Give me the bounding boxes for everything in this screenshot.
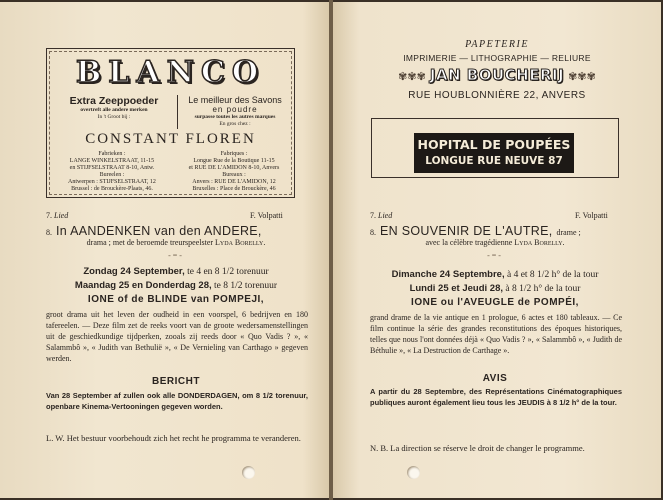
papeterie-header: PAPETERIE <box>465 39 529 50</box>
film-subtitle: avec la célèbre tragédienne Lyda Borelly. <box>425 238 565 247</box>
ad-column-divider <box>177 95 178 129</box>
film-title: EN SOUVENIR DE L'AUTRE, <box>380 224 553 238</box>
dealer-name: CONSTANT FLOREN <box>85 131 256 147</box>
item-7-composer: F. Volpatti <box>575 211 608 220</box>
right-page <box>333 2 661 498</box>
film-subtitle: drama ; met de beroemde treurspeelster Lyda Borelly. <box>86 238 266 247</box>
feature-title: IONE of de BLINDE van POMPEJI, <box>87 294 265 305</box>
brand-logo: BLANCO <box>75 55 266 90</box>
doll-hospital-advertisement <box>371 118 619 178</box>
punch-hole <box>242 466 255 479</box>
feature-title: IONE ou l'AVEUGLE de POMPÉI, <box>411 297 579 308</box>
feature-description: groot drama uit het leven der oudheid in een voorspel, 6 bedrijven en 180 tafereelen. — Deze film zet de reeks voort van de groote wedersamenstellingen uit de geschiedkundige tijdperken, zooals zij reeds door « Quo Vadis ? », « Salammbô », « Judith van Bethulië », « De Vernieling van Carthago » gegeven werden. <box>46 310 308 363</box>
hospital-line-2: LONGUE RUE NEUVE 87 <box>425 155 563 167</box>
punch-hole <box>407 466 420 479</box>
footer-note: N. B. La direction se réserve le droit de changer le programme. <box>370 443 585 453</box>
item-7: 7. Lied <box>370 211 393 220</box>
notice-title: AVIS <box>482 373 508 384</box>
notice-title: BERICHT <box>152 376 200 387</box>
film-title: In AANDENKEN van den ANDERE, <box>56 224 262 238</box>
ornament: -=- <box>487 251 503 260</box>
left-page <box>0 2 329 498</box>
showtimes: Zondag 24 September, te 4 en 8 1/2 torenuur Maandag 25 en Donderdag 28, te 8 1/2 torenuur <box>74 266 278 291</box>
ad-french-column: Le meilleur des Savons en poudre surpasse toutes les autres marques En gros chez : <box>188 95 282 127</box>
hospital-line-1: HOPITAL DE POUPÉES <box>417 137 571 152</box>
printer-services: IMPRIMERIE — LITHOGRAPHIE — RELIURE <box>403 53 591 63</box>
item-7-composer: F. Volpatti <box>250 211 283 220</box>
item-7: 7. Lied <box>46 211 69 220</box>
ad-dutch-column: Extra Zeeppoeder overtreft alle andere merken In 't Groot bij : <box>69 95 159 120</box>
notice-body: Van 28 September af zullen ook alle DONDERDAGEN, om 8 1/2 torenuur, openbare Kinema-Vertooningen gegeven worden. <box>46 391 308 411</box>
showtimes: Dimanche 24 Septembre, à 4 et 8 1/2 h° de la tour Lundi 25 et Jeudi 28, à 8 1/2 h° de la tour <box>391 269 599 294</box>
item-8: 8. In AANDENKEN van den ANDERE, <box>46 224 262 238</box>
notice-body: A partir du 28 Septembre, des Représentations Cinématographiques publiques auront également lieu tous les JEUDIS à 8 1/2 h° de la tour. <box>370 387 622 407</box>
printer-name: ✾✾✾ JAN BOUCHERIJ ✾✾✾ <box>398 66 596 84</box>
dutch-addresses: Fabrieken : LANGE WINKELSTRAAT, 11-15 en STIJFSELSTRAAT 8-10, Antw. Bureelen : Antwerpen : STIJFSELSTRAAT, 12 Brussel : de Brouckère-Plaats, 46. <box>68 151 156 192</box>
feature-description: grand drame de la vie antique en 1 prologue, 6 actes et 180 tableaux. — Ce film continue la série des grandes reconstitutions des époques historiques, telles que nous l'ont données déjà « Quo Vadis ? », « Salammbô », « Judith de Béthulie », « La Destruction de Carthage ». <box>370 313 622 355</box>
footer-note: L. W. Het bestuur voorbehoudt zich het recht he programma te veranderen. <box>46 433 301 443</box>
item-8: 8. EN SOUVENIR DE L'AUTRE, drame ; <box>370 224 581 238</box>
blanco-advertisement <box>46 48 295 198</box>
french-addresses: Fabriques : Longue Rue de la Boutique 11-15 et RUE DE L'AMIDON 8-10, Anvers Bureaux : Anvers : RUE DE L'AMIDON, 12 Bruxelles : Place de Brouckère, 46 <box>188 151 280 192</box>
printer-address: RUE HOUBLONNIÈRE 22, ANVERS <box>408 90 586 101</box>
ornament: -=- <box>168 251 184 260</box>
